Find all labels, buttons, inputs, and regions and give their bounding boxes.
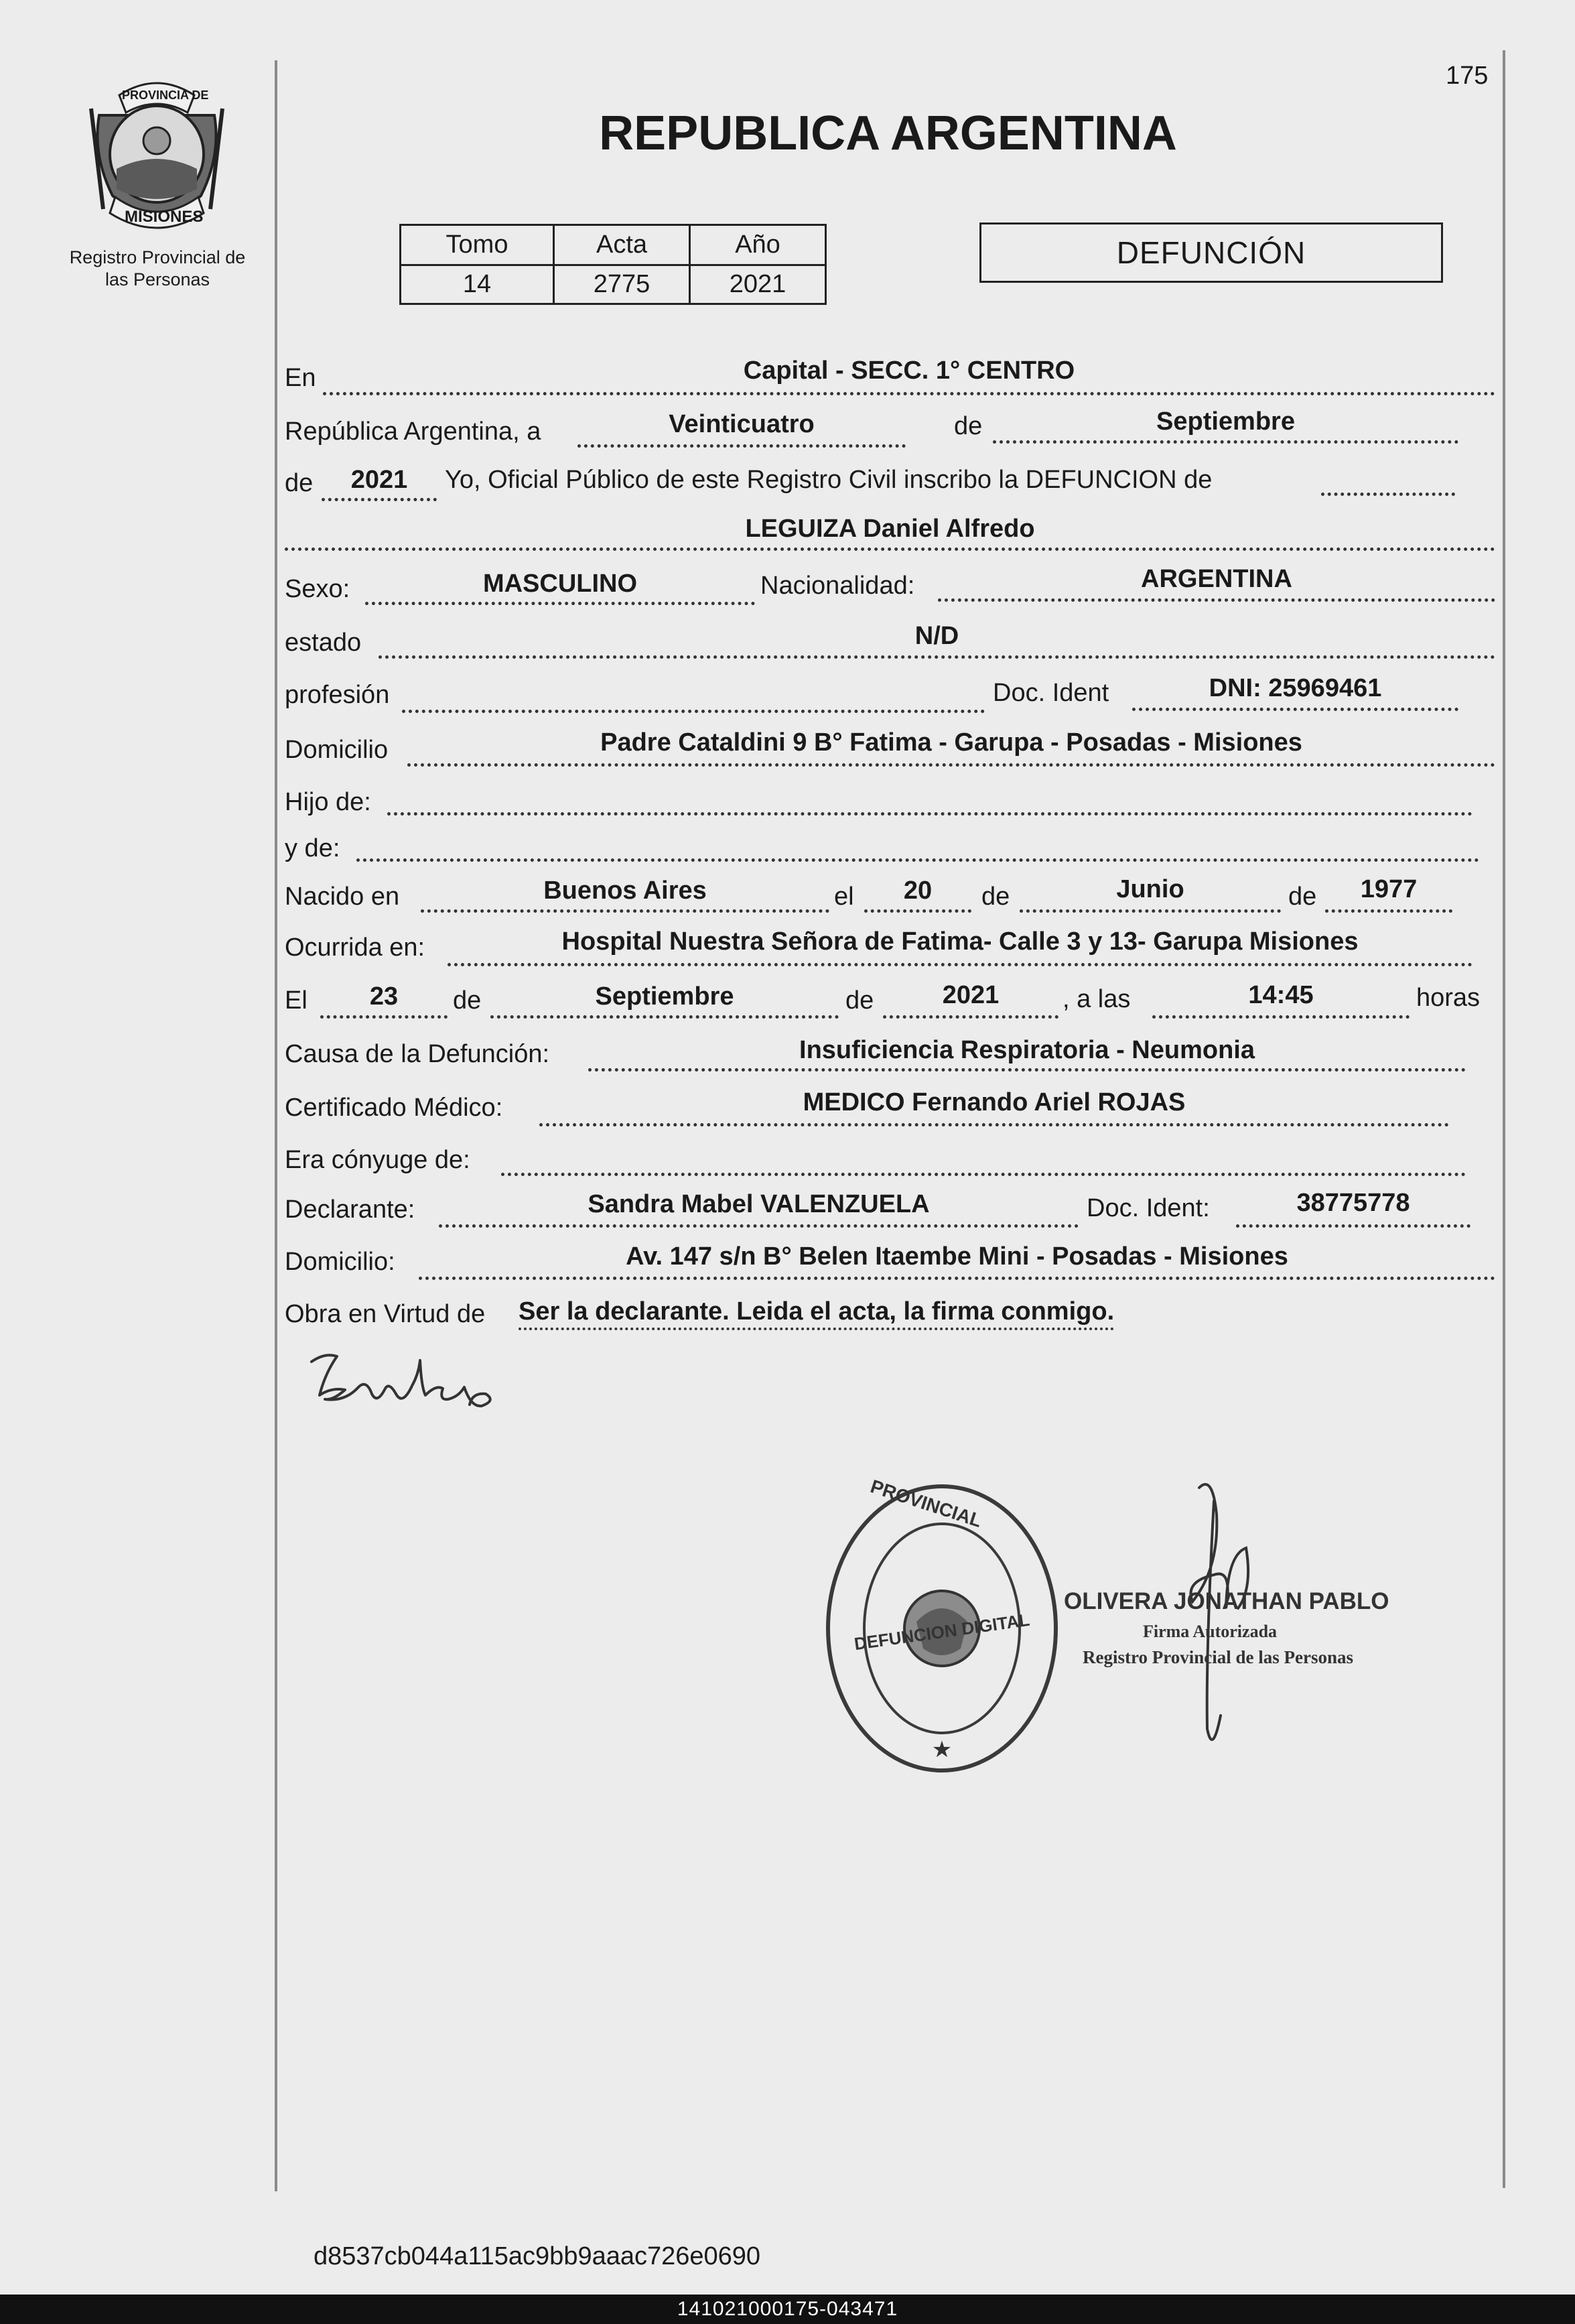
yo-text: Yo, Oficial Público de este Registro Civil inscribo la DEFUNCION de — [445, 466, 1213, 494]
birth-month-line — [1020, 909, 1281, 913]
stamp-ring-text-top: PROVINCIAL — [868, 1476, 985, 1531]
de-label-3: de — [981, 883, 1010, 911]
domicilio-label: Domicilio — [285, 736, 389, 764]
el2-label: El — [285, 986, 307, 1015]
day-value: Veinticuatro — [669, 410, 815, 438]
sexo-label: Sexo: — [285, 575, 350, 603]
birth-month: Junio — [1116, 875, 1184, 903]
document-type-box — [979, 222, 1443, 283]
death-time: 14:45 — [1248, 981, 1314, 1009]
doc-ident2-label: Doc. Ident: — [1087, 1194, 1210, 1222]
death-year-line — [883, 1015, 1058, 1019]
republica-label: República Argentina, a — [285, 417, 541, 446]
official-name: OLIVERA JONATHAN PABLO — [1064, 1588, 1389, 1614]
nacionalidad-label: Nacionalidad: — [760, 572, 915, 600]
day-line — [577, 444, 906, 448]
year-line — [322, 498, 437, 501]
nacido-label: Nacido en — [285, 883, 400, 911]
record-table — [399, 224, 827, 305]
birth-day: 20 — [903, 877, 933, 905]
record-header-tomo: Tomo — [401, 225, 554, 265]
doc-ident-value: DNI: 25969461 — [1209, 674, 1382, 702]
en-label: En — [285, 364, 316, 392]
death-day: 23 — [369, 982, 399, 1011]
official-signature-icon — [1152, 1474, 1280, 1756]
causa-label: Causa de la Defunción: — [285, 1040, 550, 1068]
registry-name-line2: las Personas — [105, 269, 210, 289]
nacionalidad-value: ARGENTINA — [1141, 565, 1292, 593]
de-label-5: de — [453, 986, 482, 1015]
de-label-6: de — [845, 986, 874, 1015]
svg-text:★: ★ — [931, 1736, 953, 1763]
declarante-line — [439, 1224, 1079, 1228]
yo-line — [1321, 493, 1455, 496]
hijo-line — [387, 812, 1473, 816]
yde-label: y de: — [285, 834, 340, 862]
record-value-tomo: 14 — [401, 265, 554, 304]
de-label-1: de — [954, 412, 983, 440]
page-title: REPUBLICA ARGENTINA — [599, 107, 1177, 160]
doc-ident-label: Doc. Ident — [993, 679, 1109, 707]
de-label-4: de — [1288, 883, 1317, 911]
domicilio2-label: Domicilio: — [285, 1248, 395, 1276]
el-label: el — [834, 883, 854, 911]
causa-line — [588, 1068, 1466, 1072]
doc-ident-line — [1132, 708, 1458, 711]
nacionalidad-line — [938, 598, 1495, 602]
obra-label: Obra en Virtud de — [285, 1300, 486, 1328]
record-value-anio: 2021 — [690, 265, 826, 304]
deceased-name-line — [285, 547, 1495, 551]
yde-line — [356, 858, 1479, 862]
ocurrida-label: Ocurrida en: — [285, 933, 425, 962]
conyuge-line — [501, 1173, 1466, 1176]
page-number: 175 — [1446, 62, 1489, 90]
de-label-2: de — [285, 469, 314, 497]
death-time-line — [1152, 1015, 1410, 1019]
left-margin-line — [275, 60, 277, 2191]
sexo-line — [365, 602, 755, 605]
death-month-line — [490, 1015, 839, 1019]
declarante-label: Declarante: — [285, 1196, 415, 1224]
domicilio2-line — [419, 1277, 1495, 1280]
estado-value: N/D — [914, 622, 959, 650]
registry-name — [47, 247, 268, 291]
domicilio-value: Padre Cataldini 9 B° Fatima - Garupa - Posadas - Misiones — [600, 728, 1302, 757]
record-header-acta: Acta — [554, 225, 690, 265]
alas-label: , a las — [1063, 985, 1131, 1013]
right-margin-line — [1503, 50, 1505, 2188]
death-month: Septiembre — [595, 982, 734, 1011]
barcode-text: 141021000175-043471 — [677, 2298, 898, 2320]
month-value: Septiembre — [1156, 407, 1295, 436]
declarant-signature — [305, 1347, 506, 1454]
seal-top-text: PROVINCIA DE — [122, 88, 209, 102]
nacido-value: Buenos Aires — [543, 877, 707, 905]
obra-value: Ser la declarante. Leida el acta, la firma conmigo. — [519, 1297, 1114, 1330]
birth-year: 1977 — [1360, 875, 1418, 903]
footer-bar — [0, 2295, 1575, 2324]
seal-bottom-text: MISIONES — [125, 208, 204, 226]
record-value-acta: 2775 — [554, 265, 690, 304]
birth-day-line — [864, 909, 971, 913]
doc-ident2-value: 38775778 — [1296, 1189, 1410, 1217]
document-hash: d8537cb044a115ac9bb9aaac726e0690 — [314, 2242, 761, 2270]
estado-line — [379, 655, 1495, 659]
hijo-label: Hijo de: — [285, 788, 371, 816]
stamp-center-text: DEFUNCION DIGITAL — [853, 1609, 1031, 1655]
registry-name-line1: Registro Provincial de — [69, 247, 246, 267]
ocurrida-line — [448, 963, 1473, 966]
en-line — [323, 392, 1495, 395]
year-value: 2021 — [350, 466, 408, 494]
death-day-line — [320, 1015, 448, 1019]
domicilio2-value: Av. 147 s/n B° Belen Itaembe Mini - Posadas - Misiones — [626, 1242, 1288, 1271]
ocurrida-value: Hospital Nuestra Señora de Fatima- Calle 3 y 13- Garupa Misiones — [561, 927, 1359, 956]
record-header-anio: Año — [690, 225, 826, 265]
official-registry: Registro Provincial de las Personas — [1083, 1647, 1353, 1667]
certificado-value: MEDICO Fernando Ariel ROJAS — [803, 1088, 1186, 1116]
estado-label: estado — [285, 629, 362, 657]
declarante-value: Sandra Mabel VALENZUELA — [588, 1190, 930, 1218]
handwritten-signature-icon — [305, 1347, 506, 1454]
profesion-label: profesión — [285, 681, 390, 709]
sexo-value: MASCULINO — [482, 570, 638, 598]
certificado-line — [539, 1123, 1449, 1126]
doc-ident2-line — [1236, 1224, 1470, 1228]
official-role: Firma Autorizada — [1143, 1622, 1278, 1641]
month-line — [993, 440, 1458, 444]
causa-value: Insuficiencia Respiratoria - Neumonia — [799, 1036, 1255, 1064]
deceased-name: LEGUIZA Daniel Alfredo — [745, 515, 1035, 543]
domicilio-line — [407, 763, 1495, 767]
horas-label: horas — [1416, 984, 1481, 1012]
death-year: 2021 — [942, 981, 1000, 1009]
birth-year-line — [1325, 909, 1452, 913]
en-value: Capital - SECC. 1° CENTRO — [743, 357, 1075, 385]
conyuge-label: Era cónyuge de: — [285, 1146, 470, 1174]
official-signature — [1152, 1474, 1280, 1756]
profesion-line — [402, 710, 985, 713]
document-type: DEFUNCIÓN — [1116, 235, 1306, 270]
certificado-label: Certificado Médico: — [285, 1094, 503, 1122]
nacido-line — [421, 909, 829, 913]
